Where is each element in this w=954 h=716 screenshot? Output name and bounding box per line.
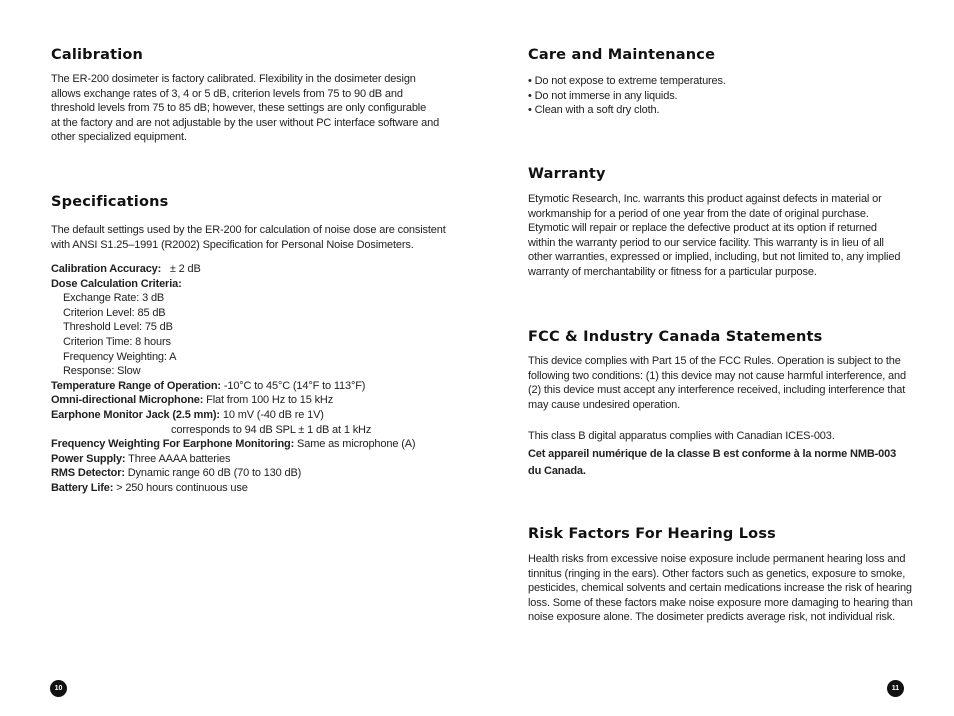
calibration-line: at the factory and are not adjustable by the user without PC interface software and xyxy=(51,116,440,129)
calibration-paragraph xyxy=(51,72,439,145)
specifications-heading: Specifications xyxy=(51,194,169,210)
warranty-heading: Warranty xyxy=(528,166,606,182)
spec-dose-item: Criterion Level: 85 dB xyxy=(63,306,166,319)
calibration-heading: Calibration xyxy=(51,47,144,63)
page-number-right: 11 xyxy=(887,680,904,697)
spec-microphone: Omni-directional Microphone: Flat from 100 Hz to 15 kHz xyxy=(51,394,334,407)
risk-line: tinnitus (ringing in the ears). Other factors such as genetics, exposure to smoke, xyxy=(528,567,906,580)
spec-intro-line: with ANSI S1.25–1991 (R2002) Specification for Personal Noise Dosimeters. xyxy=(51,238,414,251)
spec-rms-detector: RMS Detector: Dynamic range 60 dB (70 to 130 dB) xyxy=(51,467,302,480)
warranty-line: within the warranty period to our service facility. This warranty is in lieu of all xyxy=(528,236,884,249)
spec-dose-item: Response: Slow xyxy=(63,365,141,378)
calibration-line: other specialized equipment. xyxy=(51,131,187,144)
spec-calibration-accuracy: Calibration Accuracy: ± 2 dB xyxy=(51,263,201,275)
spec-dose-criteria-label: Dose Calculation Criteria: xyxy=(51,277,182,290)
calibration-line: threshold levels from 75 to 85 dB; however, these settings are only configurable xyxy=(51,102,427,115)
page-number-left: 10 xyxy=(50,680,67,697)
fcc-canada xyxy=(528,428,896,481)
fcc-french-2: du Canada. xyxy=(528,465,586,477)
spec-earphone-jack-2: corresponds to 94 dB SPL ± 1 dB at 1 kHz xyxy=(171,423,372,436)
warranty-line: workmanship for a period of one year from the date of original purchase. xyxy=(528,207,869,220)
risk-heading: Risk Factors For Hearing Loss xyxy=(528,526,776,542)
fcc-line: (2) this device must accept any interference received, including interference that xyxy=(528,384,906,397)
fcc-heading: FCC & Industry Canada Statements xyxy=(528,329,823,345)
spec-frequency-weighting: Frequency Weighting For Earphone Monitoring: Same as microphone (A) xyxy=(51,438,416,451)
fcc-paragraph xyxy=(528,354,906,412)
specifications-list xyxy=(51,262,415,496)
calibration-line: The ER-200 dosimeter is factory calibrated. Flexibility in the dosimeter design xyxy=(51,73,416,85)
specifications-intro xyxy=(51,223,446,252)
spec-temperature: Temperature Range of Operation: -10°C to 45°C (14°F to 113°F) xyxy=(51,379,366,392)
fcc-class-b: This class B digital apparatus complies with Canadian ICES-003. xyxy=(528,430,835,442)
care-list xyxy=(528,74,726,118)
risk-line: Health risks from excessive noise exposure include permanent hearing loss and xyxy=(528,553,906,565)
spec-battery-life: Battery Life: > 250 hours continuous use xyxy=(51,481,248,494)
warranty-paragraph xyxy=(528,192,900,280)
risk-line: noise exposure alone. The dosimeter predicts average risk, not individual risk. xyxy=(528,611,896,624)
fcc-french-1: Cet appareil numérique de la classe B est conforme à la norme NMB-003 xyxy=(528,447,897,460)
risk-line: loss. Some of these factors make noise exposure more damaging to hearing than xyxy=(528,596,913,609)
spec-earphone-jack: Earphone Monitor Jack (2.5 mm): 10 mV (-40 dB re 1V) xyxy=(51,408,324,421)
fcc-line: This device complies with Part 15 of the FCC Rules. Operation is subject to the xyxy=(528,355,901,367)
fcc-line: may cause undesired operation. xyxy=(528,398,681,411)
risk-paragraph xyxy=(528,552,913,625)
care-bullet: • Do not expose to extreme temperatures. xyxy=(528,75,726,87)
calibration-line: allows exchange rates of 3, 4 or 5 dB, criterion levels from 75 to 90 dB and xyxy=(51,87,403,100)
spec-dose-item: Threshold Level: 75 dB xyxy=(63,321,173,334)
spec-dose-item: Criterion Time: 8 hours xyxy=(63,335,171,348)
care-bullet: • Clean with a soft dry cloth. xyxy=(528,104,660,117)
warranty-line: other warranties, expressed or implied, including, but not limited to, any implied xyxy=(528,251,901,264)
warranty-line: warranty of merchantability or fitness for a particular purpose. xyxy=(528,265,817,278)
warranty-line: Etymotic Research, Inc. warrants this product against defects in material or xyxy=(528,193,882,205)
care-bullet: • Do not immerse in any liquids. xyxy=(528,89,678,102)
care-heading: Care and Maintenance xyxy=(528,47,716,63)
spec-dose-item: Exchange Rate: 3 dB xyxy=(63,292,165,305)
spec-intro-line: The default settings used by the ER-200 for calculation of noise dose are consistent xyxy=(51,224,446,236)
fcc-line: following two conditions: (1) this device may not cause harmful interference, and xyxy=(528,369,906,382)
warranty-line: Etymotic will repair or replace the defective product at its option if returned xyxy=(528,222,877,235)
spec-power-supply: Power Supply: Three AAAA batteries xyxy=(51,452,231,465)
risk-line: pesticides, chemical solvents and certain medications increase the risk of hearing xyxy=(528,582,912,595)
spec-dose-item: Frequency Weighting: A xyxy=(63,350,177,363)
